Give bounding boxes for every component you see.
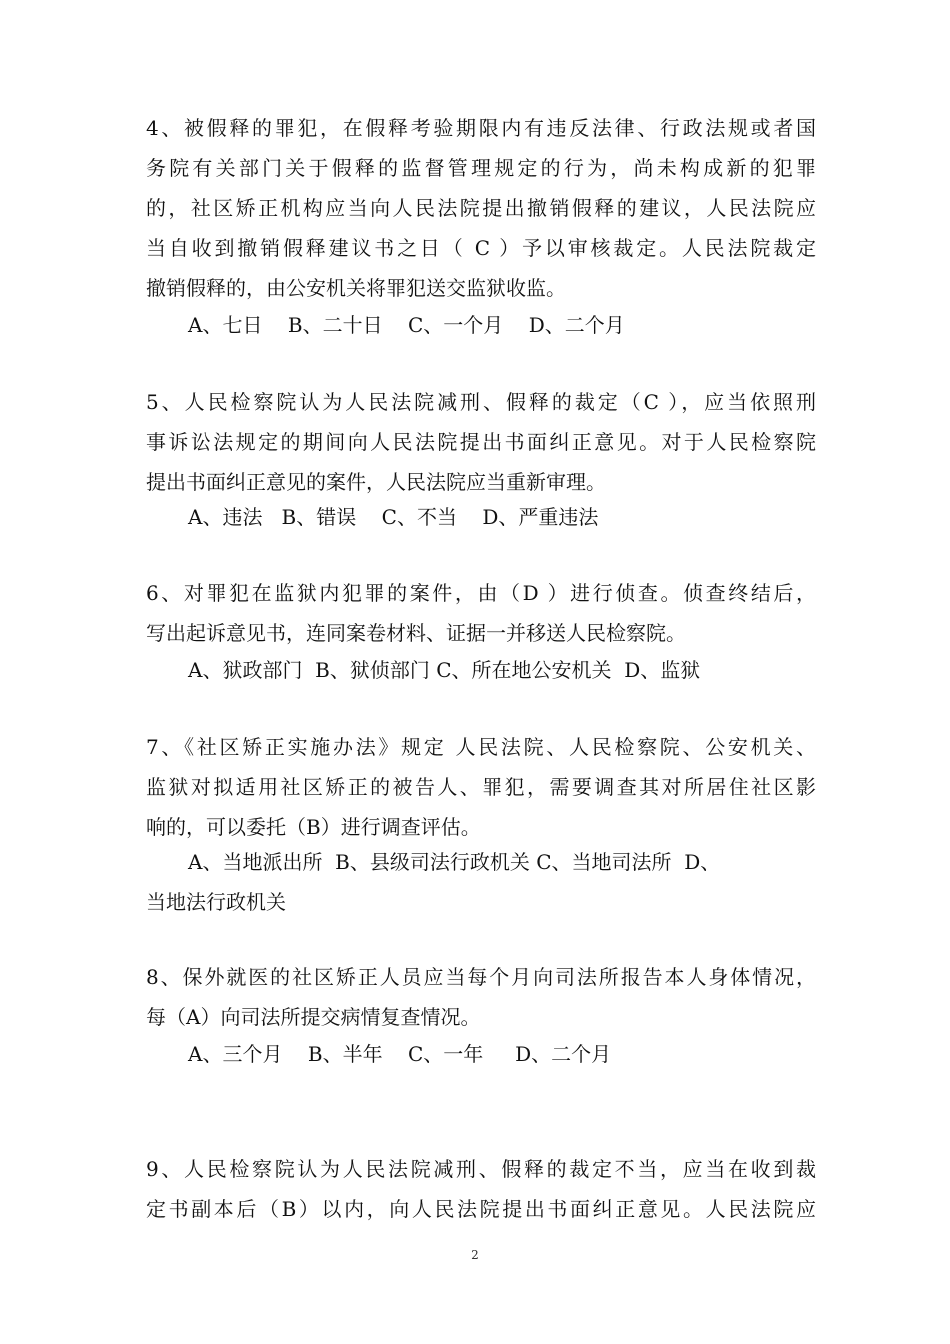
answer-options: A、当地派出所 B、县级司法行政机关 C、当地司法所 D、 [188, 850, 721, 874]
question-5-options [146, 497, 816, 537]
question-line: 4、被假释的罪犯，在假释考验期限内有违反法律、行政法规或者国 [146, 116, 816, 140]
question-line: 8、保外就医的社区矫正人员应当每个月向司法所报告本人身体情况， [146, 965, 816, 989]
question-line: 5、人民检察院认为人民法院减刑、假释的裁定（C ），应当依照刑 [146, 390, 816, 414]
question-7-options [146, 842, 816, 922]
question-4 [146, 108, 816, 308]
question-line: 6、对罪犯在监狱内犯罪的案件，由（D ）进行侦查。侦查终结后， [146, 581, 816, 605]
question-line: 7、《社区矫正实施办法》规定 人民法院、人民检察院、公安机关、 [146, 735, 816, 759]
question-8-options [146, 1034, 816, 1074]
question-6-options [146, 650, 816, 690]
question-line: 撤销假释的，由公安机关将罪犯送交监狱收监。 [146, 276, 566, 300]
question-line: 9、人民检察院认为人民法院减刑、假释的裁定不当，应当在收到裁 [146, 1157, 816, 1181]
question-line: 监狱对拟适用社区矫正的被告人、罪犯，需要调查其对所居住社区影 [146, 775, 816, 799]
page-number: 2 [471, 1248, 479, 1262]
question-6 [146, 573, 816, 653]
answer-options: A、三个月 B、半年 C、一年 D、二个月 [188, 1042, 612, 1066]
question-line: 提出书面纠正意见的案件，人民法院应当重新审理。 [146, 470, 606, 494]
question-line: 每（A）向司法所提交病情复查情况。 [146, 1005, 481, 1029]
question-7 [146, 727, 816, 847]
question-line: 响的，可以委托（B）进行调查评估。 [146, 815, 481, 839]
answer-options-continued: 当地法行政机关 [146, 890, 286, 914]
question-line: 写出起诉意见书，连同案卷材料、证据一并移送人民检察院。 [146, 621, 686, 645]
question-line: 当自收到撤销假释建议书之日（ C ）予以审核裁定。人民法院裁定 [146, 236, 816, 260]
question-8 [146, 957, 816, 1037]
answer-options: A、狱政部门 B、狱侦部门 C、所在地公安机关 D、监狱 [188, 658, 701, 682]
answer-options: A、七日 B、二十日 C、一个月 D、二个月 [188, 313, 625, 337]
question-line: 务院有关部门关于假释的监督管理规定的行为，尚未构成新的犯罪 [146, 156, 816, 180]
question-line: 的，社区矫正机构应当向人民法院提出撤销假释的建议，人民法院应 [146, 196, 816, 220]
question-5 [146, 382, 816, 502]
question-line: 定书副本后（B）以内，向人民法院提出书面纠正意见。人民法院应 [146, 1197, 816, 1221]
answer-options: A、违法 B、错误 C、不当 D、严重违法 [188, 505, 599, 529]
question-line: 事诉讼法规定的期间向人民法院提出书面纠正意见。对于人民检察院 [146, 430, 816, 454]
question-9 [146, 1149, 816, 1229]
question-4-options [146, 305, 816, 345]
